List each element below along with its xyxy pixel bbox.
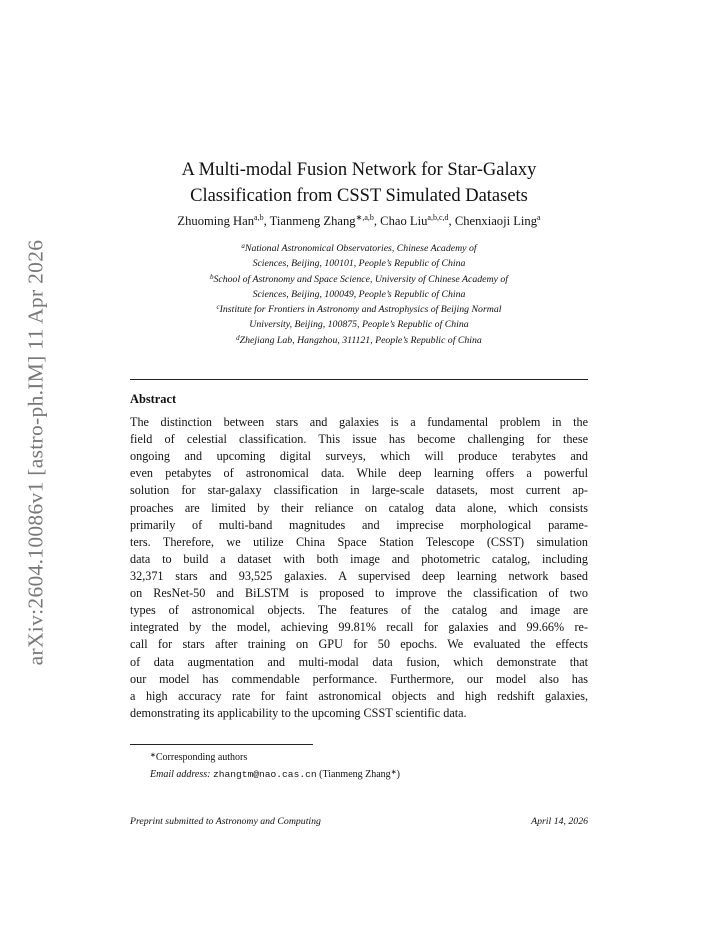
corresponding-text: Corresponding authors: [155, 752, 248, 763]
author-name: Tianmeng Zhang: [269, 214, 356, 228]
affiliation-text: Sciences, Beijing, 100101, People’s Republic of China: [252, 258, 466, 270]
affiliation-line: [130, 271, 588, 286]
abstract-line: field of celestial classification. This issue has become challenging for these: [130, 432, 588, 447]
affiliation-text: University, Beijing, 100875, People’s Republic of China: [249, 319, 469, 331]
email-link[interactable]: zhangtm@nao.cas.cn: [212, 769, 317, 780]
affiliation-line: [130, 286, 588, 301]
author-list: [120, 213, 598, 229]
affiliation-line: [130, 240, 588, 255]
email-close: ): [396, 769, 400, 780]
author-separator: ,: [448, 214, 455, 228]
author-name: Chenxiaoji Ling: [454, 214, 538, 228]
abstract-line: solution for star-galaxy classification in large-scale datasets, most current ap-: [130, 483, 588, 498]
author-separator: ,: [373, 214, 381, 228]
email-label: Email address:: [150, 769, 211, 780]
affiliation-line: [130, 301, 588, 316]
abstract-line: call for stars after training on GPU for 50 epochs. We evaluated the effects: [130, 637, 588, 652]
paper-title: [130, 157, 588, 209]
abstract-body: [130, 414, 588, 722]
author-affiliation-marks: ∗,a,b: [355, 213, 374, 222]
corresponding-mark: ∗: [150, 751, 156, 759]
affiliation-line: [130, 255, 588, 270]
abstract-line: primarily of multi-band magnitudes and imprecise morphological parame-: [130, 517, 588, 532]
affiliation-text: Zhejiang Lab, Hangzhou, 311121, People’s Republic of China: [239, 334, 482, 346]
author-separator: ,: [263, 214, 270, 228]
abstract-line: our model has commendable performance. Furthermore, our model also has: [130, 671, 588, 686]
affiliation-mark: a: [241, 242, 245, 250]
affiliation-text: National Astronomical Observatories, Chinese Academy of: [244, 243, 477, 254]
abstract-line: even petabytes of astronomical data. While deep learning offers a powerful: [130, 466, 588, 481]
email-owner: (Tianmeng Zhang: [319, 769, 391, 780]
abstract-heading: Abstract: [130, 392, 177, 406]
abstract-line: demonstrating its applicability to the upcoming CSST scientific data.: [130, 705, 467, 720]
affiliation-mark: b: [210, 272, 214, 281]
arxiv-identifier-text: arXiv:2604.10086v1 [astro-ph.IM] 11 Apr 2026: [23, 239, 48, 665]
abstract-line: The distinction between stars and galaxies is a fundamental problem in the: [130, 415, 588, 429]
arxiv-identifier-stamp: [18, 232, 54, 672]
affiliation-line: [130, 316, 588, 331]
abstract-line: on ResNet-50 and BiLSTM is proposed to improve the classification of two: [130, 586, 588, 601]
affiliation-text: School of Astronomy and Space Science, University of Chinese Academy of: [213, 273, 508, 285]
preprint-date: April 14, 2026: [531, 816, 588, 827]
author-affiliation-marks: a,b,c,d: [427, 213, 449, 222]
abstract-line: ters. Therefore, we utilize China Space Station Telescope (CSST) simulation: [130, 534, 588, 549]
affiliation-line: [130, 332, 588, 347]
abstract-line: a high accuracy rate for faint astronomical objects and high redshift galaxies,: [130, 688, 588, 703]
abstract-line: of data augmentation and multi-modal data fusion, which demonstrate that: [130, 654, 588, 669]
abstract-line: types of astronomical objects. The features of the catalog and image are: [130, 603, 588, 618]
author-affiliation-marks: a: [537, 213, 541, 222]
affiliation-mark: c: [216, 303, 220, 312]
paper-title-line: A Multi-modal Fusion Network for Star-Galaxy: [181, 160, 537, 181]
preprint-notice: Preprint submitted to Astronomy and Computing: [130, 816, 321, 827]
footnotes: [150, 748, 400, 782]
author-affiliation-marks: a,b: [254, 213, 264, 222]
abstract-line: data to build a dataset with both image and photometric catalog, including: [130, 551, 588, 566]
abstract-line: ongoing and upcoming digital surveys, which will produce terabytes and: [130, 449, 588, 464]
paper-title-line: Classification from CSST Simulated Datasets: [190, 186, 528, 207]
author-name: Zhuoming Han: [177, 214, 255, 228]
footnote-rule: [130, 744, 313, 745]
affiliation-text: Sciences, Beijing, 100049, People’s Republic of China: [252, 288, 466, 300]
abstract-top-rule: [130, 379, 588, 380]
affiliation-mark: d: [236, 333, 240, 342]
abstract-line: integrated by the model, achieving 99.81% recall for galaxies and 99.66% re-: [130, 620, 588, 635]
corresponding-footnote: [150, 748, 400, 765]
abstract-line: proaches are limited by their reliance on catalog data alone, which consists: [130, 500, 588, 515]
email-owner-mark: ∗: [390, 768, 397, 776]
affiliation-list: [130, 240, 588, 347]
abstract-line: 32,371 stars and 93,525 galaxies. A supervised deep learning network based: [130, 568, 588, 583]
author-name: Chao Liu: [380, 214, 428, 228]
email-footnote: [150, 765, 400, 782]
affiliation-text: Institute for Frontiers in Astronomy and Astrophysics of Beijing Normal: [219, 304, 502, 316]
